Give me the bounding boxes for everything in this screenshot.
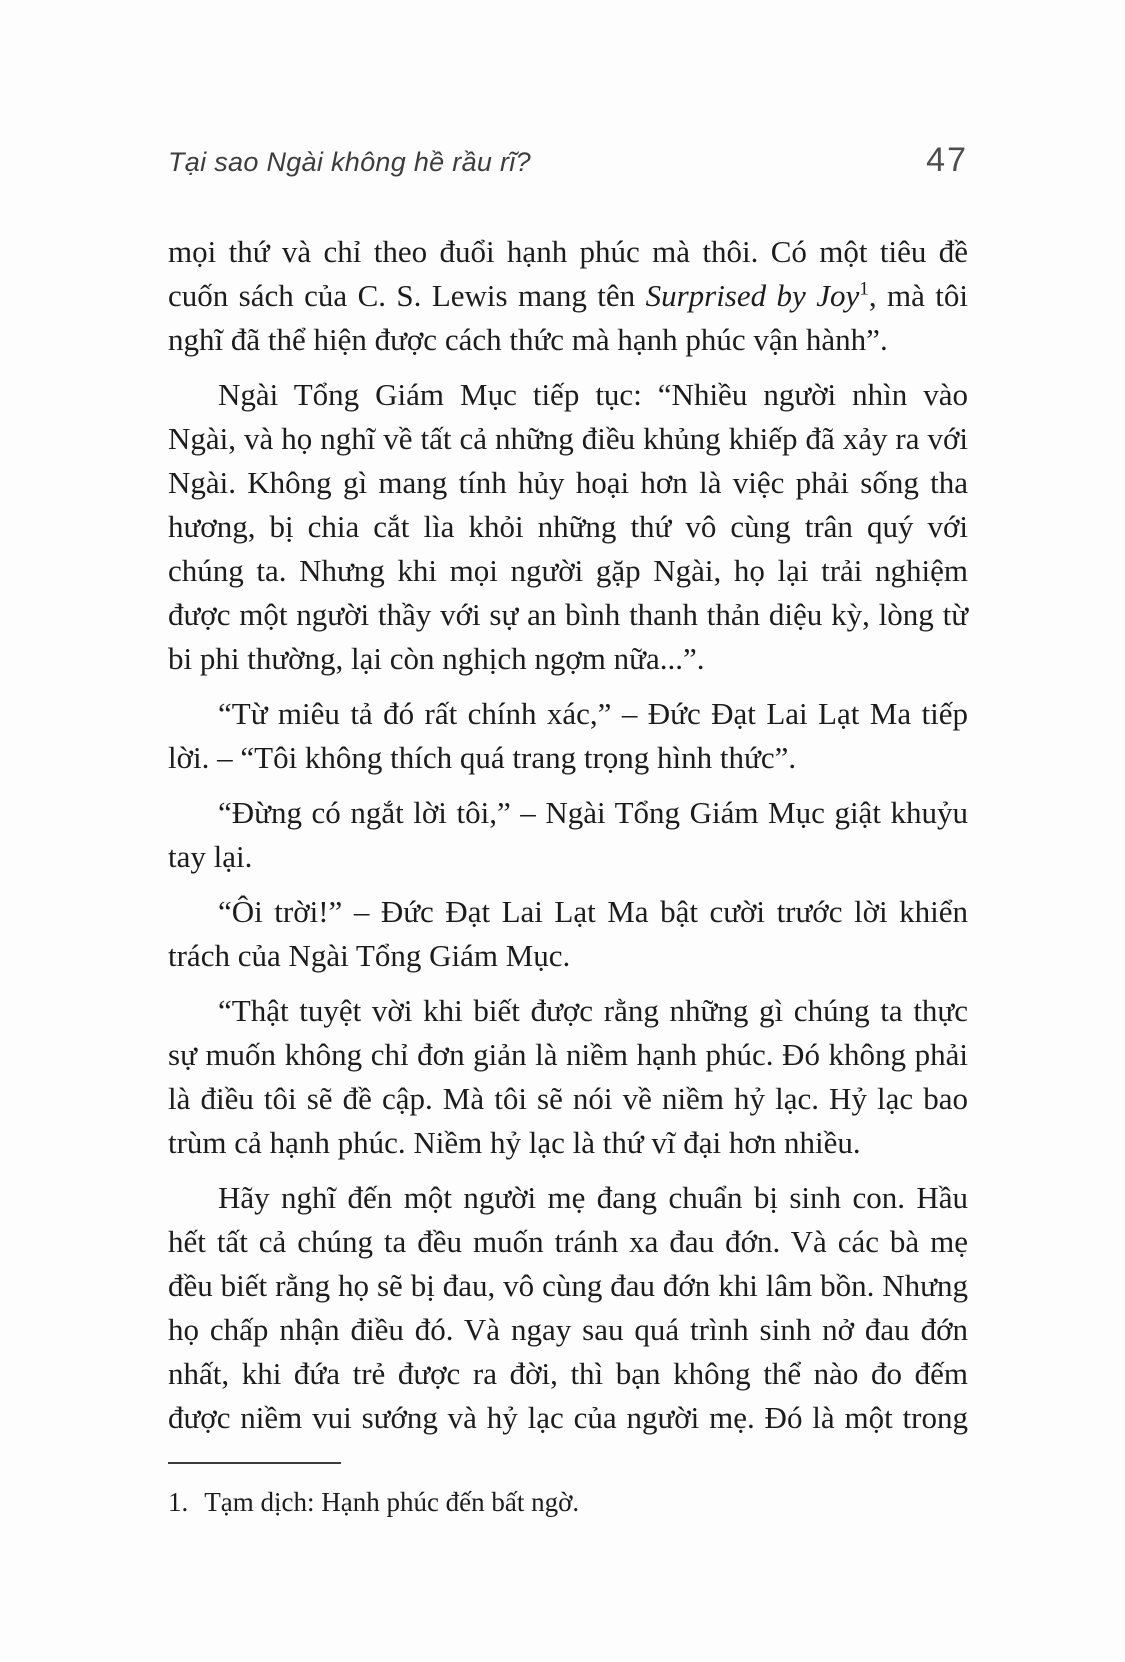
running-header (168, 0, 968, 180)
paragraph (168, 373, 968, 681)
paragraph-text: “Từ miêu tả đó rất chính xác,” – Đức Đạt Lai Lạt Ma tiếp lời. – “Tôi không thích quá trang trọng hình thức”. (168, 696, 968, 775)
paragraph-text: mọi thứ và chỉ theo đuổi hạnh phúc mà thôi. Có một tiêu đề cuốn sách của C. S. Lewis mang tên (168, 234, 968, 313)
paragraph (168, 791, 968, 879)
paragraph-text: , mà tôi nghĩ đã thể hiện được cách thức mà hạnh phúc vận hành”. (168, 278, 969, 357)
footnote-text: Tạm dịch: Hạnh phúc đến bất ngờ. (204, 1487, 580, 1517)
paragraph (168, 692, 968, 780)
paragraph (168, 1176, 968, 1440)
paragraph (168, 890, 968, 978)
paragraph-text: “Đừng có ngắt lời tôi,” – Ngài Tổng Giám Mục giật khuỷu tay lại. (168, 795, 968, 874)
paragraph (168, 230, 968, 362)
paragraph-text: “Ôi trời!” – Đức Đạt Lai Lạt Ma bật cười trước lời khiển trách của Ngài Tổng Giám Mục. (168, 894, 968, 973)
body-text (168, 230, 968, 1440)
page-content (168, 0, 968, 1520)
paragraph-text: Hãy nghĩ đến một người mẹ đang chuẩn bị sinh con. Hầu hết tất cả chúng ta đều muốn tránh xa đau đớn. Và các bà mẹ đều biết rằng họ sẽ bị đau, vô cùng đau đớn khi lâm bồn. Nhưng họ chấp nhận điều đó. Và ngay sau quá trình sinh nở đau đớn nhất, khi đứa trẻ được ra đời, thì bạn không thể nào đo đếm được niềm vui sướng và hỷ lạc của người mẹ. Đó là một trong (168, 1180, 968, 1435)
paragraph-text: “Thật tuyệt vời khi biết được rằng những gì chúng ta thực sự muốn không chỉ đơn giản là niềm hạnh phúc. Đó không phải là điều tôi sẽ đề cập. Mà tôi sẽ nói về niềm hỷ lạc. Hỷ lạc bao trùm cả hạnh phúc. Niềm hỷ lạc là thứ vĩ đại hơn nhiều. (168, 993, 968, 1160)
paragraph-text: Ngài Tổng Giám Mục tiếp tục: “Nhiều người nhìn vào Ngài, và họ nghĩ về tất cả những điều khủng khiếp đã xảy ra với Ngài. Không gì mang tính hủy hoại hơn là việc phải sống tha hương, bị chia cắt lìa khỏi những thứ vô cùng trân quý với chúng ta. Nhưng khi mọi người gặp Ngài, họ lại trải nghiệm được một người thầy với sự an bình thanh thản diệu kỳ, lòng từ bi phi thường, lại còn nghịch ngợm nữa...”. (168, 377, 968, 676)
footnote-ref-superscript: 1 (859, 278, 869, 300)
page-number: 47 (926, 141, 968, 179)
running-title: Tại sao Ngài không hề rầu rĩ? (168, 147, 531, 177)
paragraph (168, 989, 968, 1165)
footnote-marker: 1. (168, 1487, 189, 1517)
footnote-separator-rule (168, 1462, 341, 1464)
book-title-italic: Surprised by Joy (645, 278, 860, 313)
footnote (168, 1484, 968, 1520)
